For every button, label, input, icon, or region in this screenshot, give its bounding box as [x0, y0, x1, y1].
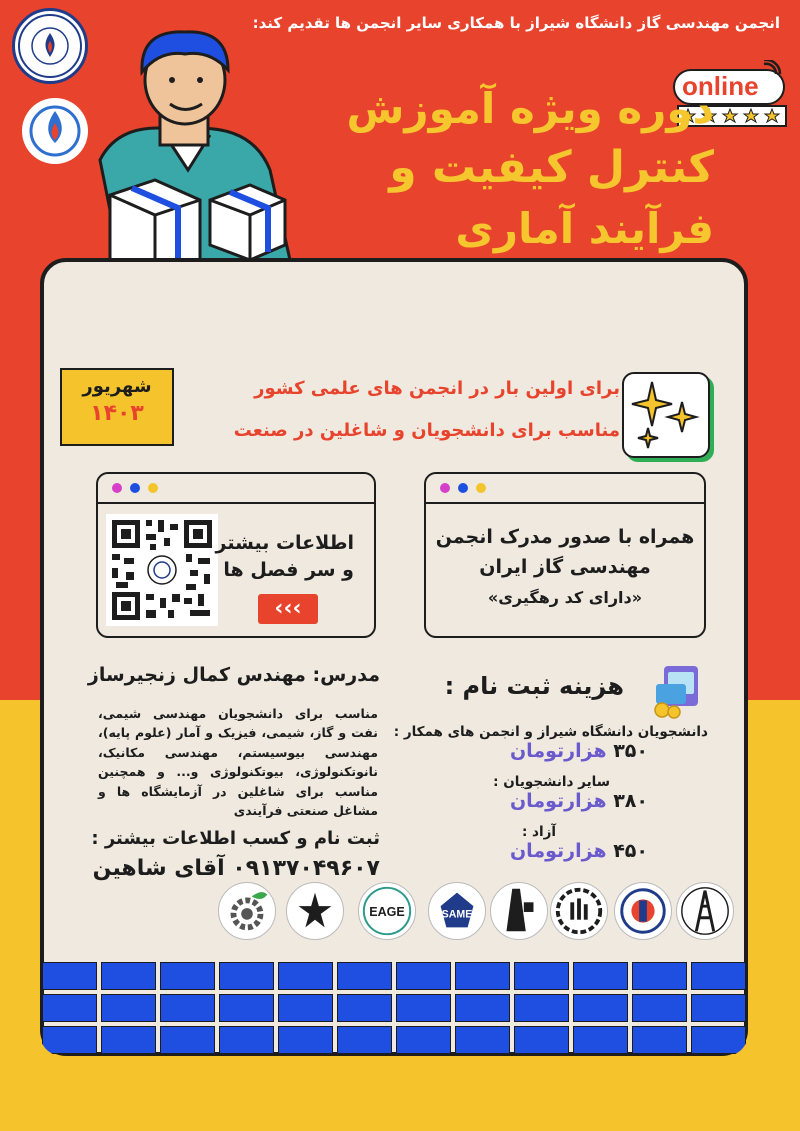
grid-tile	[632, 962, 687, 990]
grid-tile	[278, 994, 333, 1022]
grid-tile	[396, 1026, 451, 1054]
grid-tile	[514, 1026, 569, 1054]
grid-tile	[278, 962, 333, 990]
university-emblem-logo-icon	[614, 882, 672, 940]
grid-tile	[573, 994, 628, 1022]
eage-label: EAGE	[369, 904, 405, 919]
grid-tile	[42, 1026, 97, 1054]
teacher-name: مدرس: مهندس کمال زنجیرساز	[87, 664, 380, 686]
grid-tile	[42, 962, 97, 990]
more-info-line-2: و سر فصل ها	[223, 558, 354, 581]
grid-tile	[691, 994, 746, 1022]
date-box	[60, 368, 174, 446]
grid-tile	[455, 962, 510, 990]
grid-tile	[632, 1026, 687, 1054]
sparkle-icon	[624, 374, 708, 456]
fee-amount-3: ۴۵۰	[613, 840, 648, 862]
grid-tile	[160, 994, 215, 1022]
gear-leaf-logo-icon	[218, 882, 276, 940]
eage-logo-icon	[358, 882, 416, 940]
grid-tile	[42, 994, 97, 1022]
grid-tile	[219, 994, 274, 1022]
register-label: ثبت نام و کسب اطلاعات بیشتر :	[91, 828, 380, 849]
grid-tile	[691, 962, 746, 990]
certificate-text	[426, 526, 704, 607]
grid-tile	[396, 962, 451, 990]
grid-tile	[514, 962, 569, 990]
qr-code[interactable]	[106, 514, 218, 626]
grid-tile	[632, 994, 687, 1022]
headline-line-1: برای اولین بار در انجمن های علمی کشور	[254, 378, 620, 399]
grid-tile	[691, 1026, 746, 1054]
fee-label-3: آزاد :	[521, 824, 556, 840]
oil-derrick-logo-icon	[676, 882, 734, 940]
contact-phone[interactable]: ۰۹۱۳۷۰۴۹۶۰۷ آقای شاهین	[92, 856, 380, 881]
fee-item-1	[394, 724, 708, 762]
date-month: شهریور	[82, 376, 152, 397]
more-info-line-1: اطلاعات بیشتر	[215, 532, 354, 554]
window-dot-pink	[440, 483, 450, 493]
grid-tile	[101, 994, 156, 1022]
partner-logos	[214, 882, 714, 948]
grid-tile	[396, 994, 451, 1022]
same-logo-icon	[428, 882, 486, 940]
more-info-text	[216, 530, 354, 583]
grid-tile	[337, 994, 392, 1022]
fee-label-2: سایر دانشجویان :	[493, 774, 610, 790]
grid-tile	[337, 962, 392, 990]
fee-item-3	[510, 824, 708, 862]
info-card-titlebar	[98, 474, 374, 504]
refinery-gear-logo-icon	[550, 882, 608, 940]
grid-tile	[101, 1026, 156, 1054]
arrows-left-icon[interactable]: ‹‹‹	[258, 594, 318, 624]
window-dot-blue	[130, 483, 140, 493]
certificate-card-titlebar	[426, 474, 704, 504]
petroleum-association-logo-icon	[286, 882, 344, 940]
fee-label-1: دانشجویان دانشگاه شیراز و انجمن های همکار :	[393, 724, 708, 740]
date-year: ۱۴۰۳	[90, 401, 144, 426]
grid-tile	[573, 962, 628, 990]
title-line-3: فرآیند آماری	[455, 204, 714, 253]
grid-tile	[160, 962, 215, 990]
fee-unit-1: هزارتومان	[509, 740, 607, 762]
window-dot-yellow	[476, 483, 486, 493]
certificate-line-2: مهندسی گاز ایران	[479, 556, 651, 578]
title-line-2: کنترل کیفیت و	[389, 142, 714, 193]
grid-tile	[101, 962, 156, 990]
fee-price-3	[510, 840, 648, 862]
grid-tile	[573, 1026, 628, 1054]
certificate-card	[424, 472, 706, 638]
window-dot-pink	[112, 483, 122, 493]
fee-amount-1: ۳۵۰	[613, 740, 648, 762]
certificate-line-3: «دارای کد رهگیری»	[487, 588, 643, 607]
info-card	[96, 472, 376, 638]
grid-tile	[455, 1026, 510, 1054]
grid-tile	[514, 994, 569, 1022]
same-label: SAME	[441, 908, 473, 921]
organizer-line: انجمن مهندسی گاز دانشگاه شیراز با همکاری سایر انجمن ها تقدیم کند:	[252, 14, 780, 32]
teacher-description: مناسب برای دانشجویان مهندسی شیمی، نفت و گاز، شیمی، فیزیک و آمار (علوم پایه)، مهندسی بیوسیستم، مهندسی مکانیک، نانوتکنولوژی، بیوتکنولوژی و... و همچنین مناسب برای شاغلین در آزمایشگاه ها و مشاغل صنعتی فرآیندی	[98, 706, 378, 818]
fee-unit-3: هزارتومان	[509, 840, 607, 862]
grid-tile	[278, 1026, 333, 1054]
window-dot-yellow	[148, 483, 158, 493]
fee-amount-2: ۳۸۰	[613, 790, 648, 812]
fee-price-1	[394, 740, 648, 762]
qr-code-icon	[106, 514, 218, 626]
window-dot-blue	[458, 483, 468, 493]
wallet-coins-icon	[650, 660, 710, 720]
grid-tile	[160, 1026, 215, 1054]
fee-unit-2: هزارتومان	[509, 790, 607, 812]
online-label: online	[682, 71, 759, 101]
wallet-icon	[650, 660, 710, 720]
grid-tile	[219, 1026, 274, 1054]
grid-tile	[219, 962, 274, 990]
fee-price-2	[493, 790, 648, 812]
sparkle-box	[622, 372, 710, 458]
fee-title: هزینه ثبت نام :	[444, 672, 624, 700]
blue-grid-floor	[40, 960, 748, 1056]
title-line-1: دوره ویژه آموزش	[346, 84, 714, 133]
grid-tile	[455, 994, 510, 1022]
headline-line-2: مناسب برای دانشجویان و شاغلین در صنعت	[233, 420, 620, 441]
fee-item-2	[493, 774, 708, 812]
certificate-line-1: همراه با صدور مدرک انجمن	[435, 526, 695, 548]
tower-logo-icon	[490, 882, 548, 940]
grid-tile	[337, 1026, 392, 1054]
